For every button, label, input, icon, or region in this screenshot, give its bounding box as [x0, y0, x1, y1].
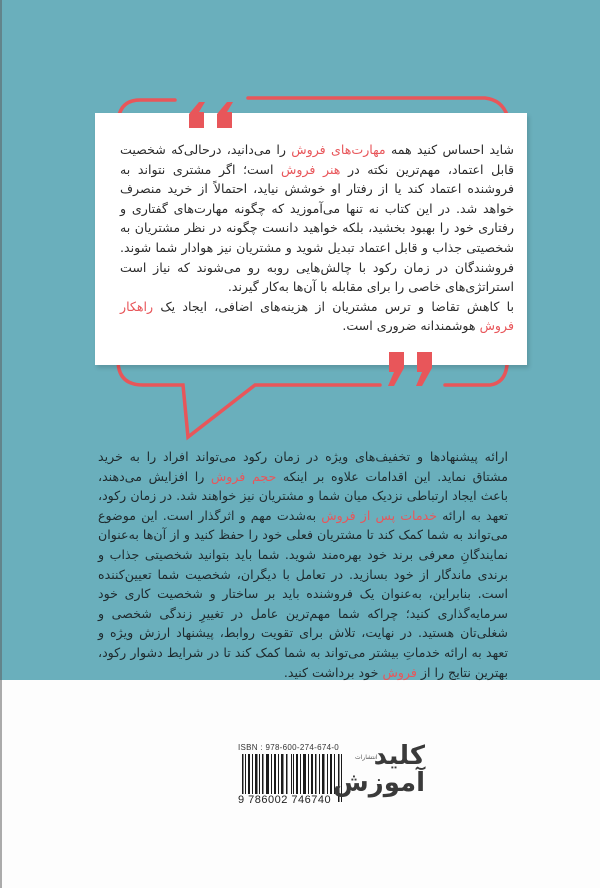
- barcode-digits: 9 786002 746740: [238, 794, 332, 806]
- highlight-art-of-selling: هنر فروش: [281, 161, 341, 177]
- quote-text: [120, 140, 514, 336]
- isbn-label: ISBN : 978-600-274-674-0: [238, 743, 340, 752]
- open-quote-icon: [185, 100, 240, 130]
- publisher-prefix: انتشارات: [355, 754, 378, 761]
- highlight-sales-solution: راهکار فروش: [120, 298, 514, 334]
- quote-paragraph-2: با کاهش تقاضا و ترس مشتریان از هزینه‌های اضافی، ایجاد یک راهکار فروش هوشمندانه ضروری است.: [120, 298, 514, 334]
- publisher-logo: [332, 741, 425, 802]
- quote-paragraph-1: شاید احساس کنید همه مهارت‌های فروش را می‌دانید، درحالی‌که شخصیت قابل اعتماد، مهم‌ترین نکته در هنر فروش است؛ اگر مشتری نتواند به فروشنده اعتماد کند یا از رفتار او خوشش نیاید، احتمالاً از خرید منصرف خواهد شد. در این کتاب نه تنها می‌آموزید که چگونه مهارت‌های گفتاری و رفتاری خود را بهبود بخشید، بلکه خواهید دانست چگونه در نظر مشتریان به شخصیتی جذاب و قابل اعتماد تبدیل شوید و مشتریان نیز هوادار شما شوند. فروشندگان در زمان رکود با چالش‌هایی روبه رو می‌شوند که نیاز است استراتژی‌های خاصی را برای مقابله با آن‌ها به‌کار گیرند.: [120, 142, 515, 295]
- publisher-name-line2: آموزش: [332, 768, 425, 798]
- back-cover-description: ارائه پیشنهادها و تخفیف‌های ویژه در زمان رکود می‌تواند افراد را به خرید مشتاق نماید. این اقدامات علاوه بر اینکه حجم فروش را افزایش می‌دهند، باعث ایجاد ارتباطی نزدیک میان شما و مشتریان نیز خواهند شد. در زمان رکود، تعهد به ارائه خدمات پس از فروش به‌شدت مهم و اثرگذار است. این موضوع می‌تواند به شما کمک کند تا مشتریان فعلی خود را حفظ کنید و از آن‌ها به‌عنوان نمایندگانِ معرفی برند خود بهره‌مند شوید. شما باید بتوانید شخصیتی جذاب و برندی ماندگار از خود بسازید. در تعامل با دیگران، شخصیت شما تعیین‌کننده است. بنابراین، به‌عنوان یک فروشنده باید بر ساختار و شخصیت کاری خود سرمایه‌گذاری کنید؛ چراکه شما مهم‌ترین عامل در تغییرِ زندگی شخصی و شغلی‌تان هستید. در نهایت، تلاش برای تقویت روابط، پیشنهاد ارزش ویژه و تعهد به ارائه خدماتِ بیشتر می‌تواند به شما کمک کند تا در شرایط دشوار رکود، بهترین نتایج را از فروش خود برداشت کنید.: [98, 449, 508, 680]
- publisher-name-line1: کلید: [373, 741, 425, 771]
- highlight-sales-volume: حجم فروش: [210, 468, 277, 484]
- close-quote-icon: [385, 350, 440, 388]
- highlight-sales: فروش: [382, 664, 417, 680]
- highlight-after-sales: خدمات پس از فروش: [321, 507, 438, 523]
- highlight-sales-skills: مهارت‌های فروش: [291, 142, 386, 157]
